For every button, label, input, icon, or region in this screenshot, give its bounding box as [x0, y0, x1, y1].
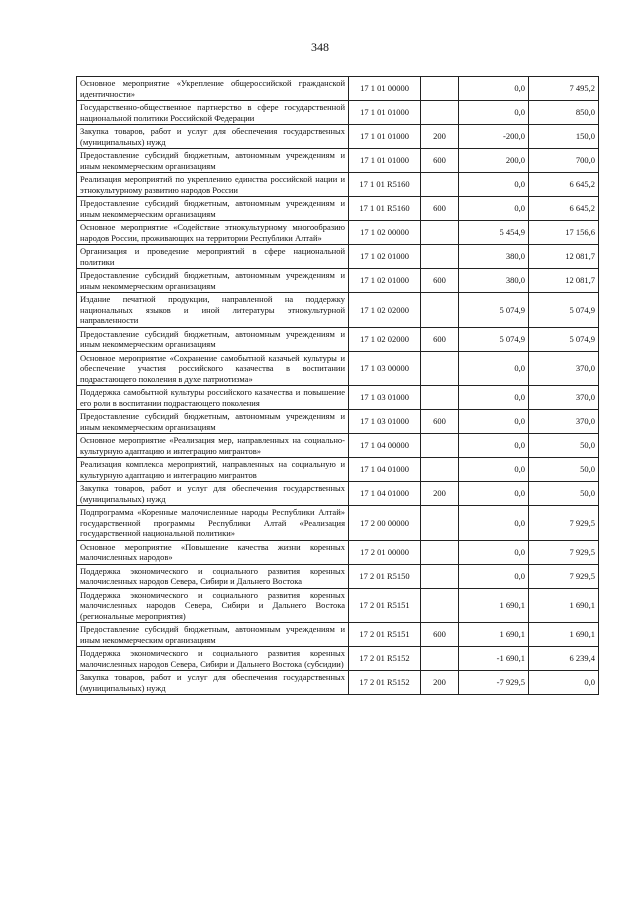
target-code: 17 1 01 01000: [349, 125, 421, 149]
row-name: Основное мероприятие «Содействие этнокультурному многообразию народов России, проживающих на территории Республики Алтай»: [77, 221, 349, 245]
expense-type: 600: [421, 410, 459, 434]
expense-type: 600: [421, 269, 459, 293]
target-code: 17 1 04 00000: [349, 434, 421, 458]
row-name: Реализация мероприятий по укреплению единства российской нации и этнокультурному развитию народов России: [77, 173, 349, 197]
target-code: 17 1 02 00000: [349, 221, 421, 245]
change-amount: 0,0: [459, 77, 529, 101]
row-name: Организация и проведение мероприятий в сфере национальной политики: [77, 245, 349, 269]
change-amount: 0,0: [459, 386, 529, 410]
total-amount: 7 495,2: [529, 77, 599, 101]
expense-type: [421, 434, 459, 458]
expense-type: 200: [421, 482, 459, 506]
total-amount: 7 929,5: [529, 540, 599, 564]
change-amount: 200,0: [459, 149, 529, 173]
expense-type: [421, 77, 459, 101]
row-name: Основное мероприятие «Реализация мер, направленных на социально-культурную адаптацию и интеграцию мигрантов»: [77, 434, 349, 458]
row-name: Реализация комплекса мероприятий, направленных на социальную и культурную адаптацию и интеграцию мигрантов: [77, 458, 349, 482]
table-row: [77, 458, 599, 482]
table-row: [77, 647, 599, 671]
change-amount: -7 929,5: [459, 671, 529, 695]
row-name: Подпрограмма «Коренные малочисленные народы Республики Алтай» государственной программы Республики Алтай «Реализация государственной национальной политики»: [77, 506, 349, 541]
row-name: Издание печатной продукции, направленной на поддержку национальных языков и иной литературы этнокультурной направленности: [77, 293, 349, 328]
change-amount: 0,0: [459, 197, 529, 221]
total-amount: 1 690,1: [529, 588, 599, 623]
table-row: [77, 197, 599, 221]
expense-type: 600: [421, 327, 459, 351]
expense-type: 600: [421, 197, 459, 221]
table-row: [77, 221, 599, 245]
target-code: 17 1 04 01000: [349, 458, 421, 482]
target-code: 17 1 01 00000: [349, 77, 421, 101]
row-name: Предоставление субсидий бюджетным, автономным учреждениям и иным некоммерческим организациям: [77, 269, 349, 293]
expense-type: [421, 221, 459, 245]
row-name: Поддержка экономического и социального развития коренных малочисленных народов Севера, Сибири и Дальнего Востока (субсидии): [77, 647, 349, 671]
target-code: 17 1 01 R5160: [349, 197, 421, 221]
table-row: [77, 623, 599, 647]
target-code: 17 2 01 R5151: [349, 623, 421, 647]
change-amount: 0,0: [459, 410, 529, 434]
change-amount: 1 690,1: [459, 623, 529, 647]
table-row: [77, 351, 599, 386]
total-amount: 50,0: [529, 458, 599, 482]
expense-type: [421, 351, 459, 386]
target-code: 17 2 01 R5151: [349, 588, 421, 623]
target-code: 17 2 01 R5152: [349, 671, 421, 695]
table-row: [77, 506, 599, 541]
row-name: Закупка товаров, работ и услуг для обеспечения государственных (муниципальных) нужд: [77, 125, 349, 149]
table-row: [77, 386, 599, 410]
total-amount: 6 645,2: [529, 173, 599, 197]
target-code: 17 1 04 01000: [349, 482, 421, 506]
expense-type: 600: [421, 623, 459, 647]
table-row: [77, 482, 599, 506]
total-amount: 17 156,6: [529, 221, 599, 245]
row-name: Закупка товаров, работ и услуг для обеспечения государственных (муниципальных) нужд: [77, 482, 349, 506]
target-code: 17 2 00 00000: [349, 506, 421, 541]
table-row: [77, 101, 599, 125]
expense-type: [421, 506, 459, 541]
row-name: Поддержка экономического и социального развития коренных малочисленных народов Севера, Сибири и Дальнего Востока: [77, 564, 349, 588]
expense-type: 200: [421, 125, 459, 149]
total-amount: 6 239,4: [529, 647, 599, 671]
total-amount: 7 929,5: [529, 564, 599, 588]
change-amount: 0,0: [459, 540, 529, 564]
change-amount: 380,0: [459, 245, 529, 269]
table-row: [77, 410, 599, 434]
expense-type: [421, 101, 459, 125]
table-row: [77, 540, 599, 564]
total-amount: 370,0: [529, 351, 599, 386]
change-amount: 0,0: [459, 434, 529, 458]
table-row: [77, 77, 599, 101]
expense-type: [421, 245, 459, 269]
target-code: 17 2 01 R5152: [349, 647, 421, 671]
row-name: Основное мероприятие «Сохранение самобытной казачьей культуры и обеспечение участия российского казачества в воспитании подрастающего поколения в духе патриотизма»: [77, 351, 349, 386]
change-amount: 0,0: [459, 506, 529, 541]
row-name: Предоставление субсидий бюджетным, автономным учреждениям и иным некоммерческим организациям: [77, 149, 349, 173]
expense-type: [421, 173, 459, 197]
total-amount: 150,0: [529, 125, 599, 149]
row-name: Поддержка самобытной культуры российского казачества и повышение его роли в воспитании подрастающего поколения: [77, 386, 349, 410]
expense-type: 600: [421, 149, 459, 173]
table-row: [77, 245, 599, 269]
table-row: [77, 434, 599, 458]
total-amount: 7 929,5: [529, 506, 599, 541]
total-amount: 1 690,1: [529, 623, 599, 647]
table-row: [77, 293, 599, 328]
row-name: Основное мероприятие «Повышение качества жизни коренных малочисленных народов»: [77, 540, 349, 564]
expense-type: [421, 564, 459, 588]
expense-type: [421, 588, 459, 623]
target-code: 17 1 01 R5160: [349, 173, 421, 197]
target-code: 17 1 01 01000: [349, 101, 421, 125]
change-amount: -200,0: [459, 125, 529, 149]
target-code: 17 1 02 02000: [349, 293, 421, 328]
total-amount: 12 081,7: [529, 245, 599, 269]
table-row: [77, 327, 599, 351]
row-name: Основное мероприятие «Укрепление общероссийской гражданской идентичности»: [77, 77, 349, 101]
target-code: 17 1 03 01000: [349, 386, 421, 410]
table-row: [77, 149, 599, 173]
table-row: [77, 173, 599, 197]
total-amount: 50,0: [529, 434, 599, 458]
expense-type: 200: [421, 671, 459, 695]
row-name: Предоставление субсидий бюджетным, автономным учреждениям и иным некоммерческим организациям: [77, 410, 349, 434]
total-amount: 0,0: [529, 671, 599, 695]
total-amount: 370,0: [529, 386, 599, 410]
target-code: 17 1 01 01000: [349, 149, 421, 173]
table-row: [77, 671, 599, 695]
change-amount: 0,0: [459, 482, 529, 506]
target-code: 17 1 02 01000: [349, 269, 421, 293]
change-amount: 5 074,9: [459, 293, 529, 328]
change-amount: 5 454,9: [459, 221, 529, 245]
change-amount: 0,0: [459, 458, 529, 482]
change-amount: 0,0: [459, 173, 529, 197]
total-amount: 6 645,2: [529, 197, 599, 221]
total-amount: 850,0: [529, 101, 599, 125]
page-number: 348: [311, 40, 329, 54]
total-amount: 5 074,9: [529, 327, 599, 351]
change-amount: 0,0: [459, 351, 529, 386]
row-name: Предоставление субсидий бюджетным, автономным учреждениям и иным некоммерческим организациям: [77, 197, 349, 221]
change-amount: 5 074,9: [459, 327, 529, 351]
row-name: Государственно-общественное партнерство в сфере государственной национальной политики Российской Федерации: [77, 101, 349, 125]
expense-type: [421, 458, 459, 482]
total-amount: 700,0: [529, 149, 599, 173]
change-amount: 0,0: [459, 564, 529, 588]
target-code: 17 1 03 00000: [349, 351, 421, 386]
row-name: Закупка товаров, работ и услуг для обеспечения государственных (муниципальных) нужд: [77, 671, 349, 695]
table-row: [77, 269, 599, 293]
row-name: Предоставление субсидий бюджетным, автономным учреждениям и иным некоммерческим организациям: [77, 623, 349, 647]
target-code: 17 2 01 00000: [349, 540, 421, 564]
target-code: 17 1 03 01000: [349, 410, 421, 434]
table-row: [77, 588, 599, 623]
total-amount: 5 074,9: [529, 293, 599, 328]
target-code: 17 2 01 R5150: [349, 564, 421, 588]
row-name: Поддержка экономического и социального развития коренных малочисленных народов Севера, Сибири и Дальнего Востока (региональные мероприятия): [77, 588, 349, 623]
change-amount: -1 690,1: [459, 647, 529, 671]
expense-type: [421, 540, 459, 564]
expense-type: [421, 293, 459, 328]
table-row: [77, 125, 599, 149]
row-name: Предоставление субсидий бюджетным, автономным учреждениям и иным некоммерческим организациям: [77, 327, 349, 351]
change-amount: 1 690,1: [459, 588, 529, 623]
change-amount: 0,0: [459, 101, 529, 125]
budget-table: [76, 76, 599, 695]
total-amount: 12 081,7: [529, 269, 599, 293]
table-row: [77, 564, 599, 588]
budget-table-body: [77, 77, 599, 695]
target-code: 17 1 02 02000: [349, 327, 421, 351]
change-amount: 380,0: [459, 269, 529, 293]
total-amount: 50,0: [529, 482, 599, 506]
expense-type: [421, 386, 459, 410]
expense-type: [421, 647, 459, 671]
target-code: 17 1 02 01000: [349, 245, 421, 269]
total-amount: 370,0: [529, 410, 599, 434]
